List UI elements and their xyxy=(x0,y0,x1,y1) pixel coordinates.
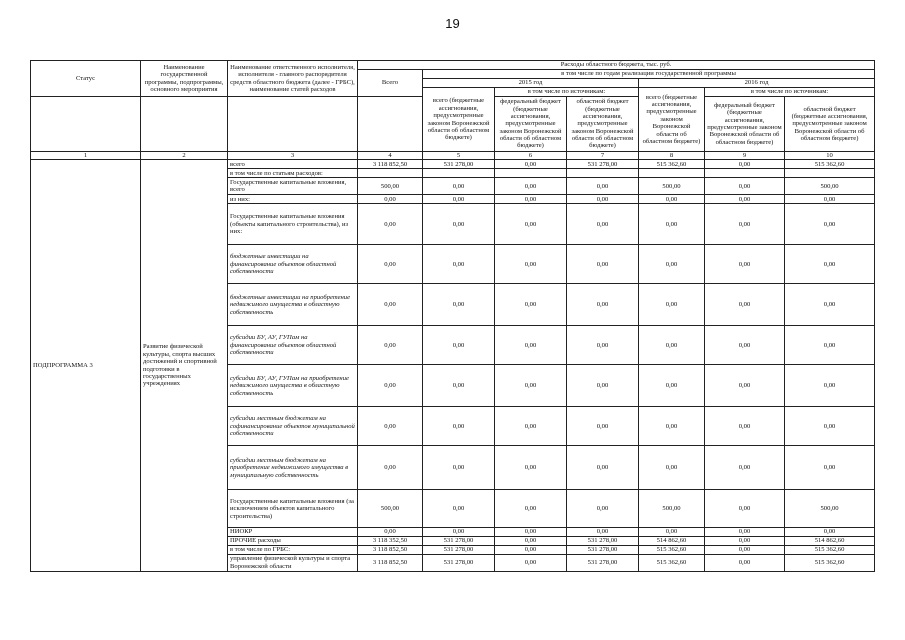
table-row xyxy=(31,160,875,169)
value-cell: 0,00 xyxy=(785,528,875,536)
value-cell: 515 362,60 xyxy=(639,160,705,169)
header-status: Статус xyxy=(31,61,141,97)
value-cell: 514 862,60 xyxy=(785,536,875,545)
value-cell: 0,00 xyxy=(495,446,567,490)
col-number: 8 xyxy=(639,152,705,160)
value-cell: 0,00 xyxy=(358,446,423,490)
value-cell: 0,00 xyxy=(495,536,567,545)
value-cell: 0,00 xyxy=(567,365,639,407)
value-cell: 0,00 xyxy=(423,204,495,245)
col-number: 7 xyxy=(567,152,639,160)
page-number: 19 xyxy=(445,16,460,31)
value-cell: 0,00 xyxy=(495,160,567,169)
value-cell: 0,00 xyxy=(639,284,705,326)
header-program-name: Наименование государственной программы, подпрограммы, основного мероприятия xyxy=(141,61,228,97)
value-cell: 0,00 xyxy=(567,326,639,365)
value-cell: 0,00 xyxy=(705,160,785,169)
value-cell xyxy=(705,169,785,178)
value-cell: 0,00 xyxy=(495,195,567,204)
budget-table xyxy=(30,60,875,572)
value-cell: 0,00 xyxy=(495,490,567,528)
value-cell: 0,00 xyxy=(567,490,639,528)
value-cell: 0,00 xyxy=(705,536,785,545)
value-cell: 0,00 xyxy=(705,178,785,195)
value-cell: 515 362,60 xyxy=(785,545,875,554)
header-total-cont xyxy=(358,97,423,152)
value-cell: 0,00 xyxy=(423,245,495,284)
value-cell: 531 278,00 xyxy=(423,545,495,554)
value-cell: 0,00 xyxy=(785,245,875,284)
value-cell: 0,00 xyxy=(423,490,495,528)
value-cell: 0,00 xyxy=(358,284,423,326)
value-cell: 500,00 xyxy=(785,490,875,528)
value-cell: 515 362,60 xyxy=(785,554,875,571)
row-label: субсидии местным бюджетам на приобретение недвижимого имущества в муниципальную собственность xyxy=(228,446,358,490)
value-cell: 0,00 xyxy=(705,204,785,245)
value-cell xyxy=(423,169,495,178)
value-cell: 0,00 xyxy=(567,245,639,284)
row-label: субсидии БУ, АУ, ГУПам на приобретение недвижимого имущества в областную собственность xyxy=(228,365,358,407)
row-label: всего xyxy=(228,160,358,169)
value-cell: 0,00 xyxy=(358,204,423,245)
row-label: в том числе по ГРБС: xyxy=(228,545,358,554)
value-cell: 515 362,60 xyxy=(639,554,705,571)
header-2015-regional: областной бюджет (бюджетные ассигнования, предусмотренные законом Воронежской области об областном бюджете) xyxy=(567,97,639,152)
value-cell: 0,00 xyxy=(495,178,567,195)
col-number: 3 xyxy=(228,152,358,160)
value-cell: 0,00 xyxy=(423,195,495,204)
value-cell: 0,00 xyxy=(567,528,639,536)
value-cell: 0,00 xyxy=(567,204,639,245)
header-2016-federal: федеральный бюджет (бюджетные ассигнования, предусмотренные законом Воронежской области об областном бюджете) xyxy=(705,97,785,152)
value-cell: 0,00 xyxy=(705,528,785,536)
value-cell: 3 118 852,50 xyxy=(358,554,423,571)
value-cell: 0,00 xyxy=(639,528,705,536)
value-cell: 0,00 xyxy=(639,407,705,446)
value-cell: 0,00 xyxy=(639,195,705,204)
value-cell: 0,00 xyxy=(639,365,705,407)
value-cell: 0,00 xyxy=(639,446,705,490)
value-cell: 0,00 xyxy=(639,326,705,365)
value-cell: 0,00 xyxy=(785,195,875,204)
value-cell: 0,00 xyxy=(785,407,875,446)
value-cell: 0,00 xyxy=(705,284,785,326)
value-cell: 0,00 xyxy=(567,284,639,326)
value-cell: 0,00 xyxy=(495,554,567,571)
row-label: субсидии местным бюджетам на софинансирование объектов муниципальной собственности xyxy=(228,407,358,446)
row-label: субсидии БУ, АУ, ГУПам на финансирование объектов областной собственности xyxy=(228,326,358,365)
value-cell: 0,00 xyxy=(705,326,785,365)
value-cell xyxy=(358,169,423,178)
header-expenses-title: Расходы областного бюджета, тыс. руб. xyxy=(358,61,875,70)
value-cell xyxy=(639,169,705,178)
header-total: Всего xyxy=(358,70,423,97)
row-label: в том числе по статьям расходов: xyxy=(228,169,358,178)
value-cell: 0,00 xyxy=(785,284,875,326)
value-cell: 500,00 xyxy=(785,178,875,195)
value-cell xyxy=(785,169,875,178)
header-executor-cont xyxy=(228,97,358,152)
col-number: 9 xyxy=(705,152,785,160)
row-label: Государственные капитальные вложения (за исключением объектов капитального строительства) xyxy=(228,490,358,528)
value-cell: 0,00 xyxy=(785,446,875,490)
value-cell: 3 118 352,50 xyxy=(358,536,423,545)
value-cell: 515 362,60 xyxy=(639,545,705,554)
value-cell: 0,00 xyxy=(358,195,423,204)
value-cell: 0,00 xyxy=(495,365,567,407)
value-cell xyxy=(567,169,639,178)
header-status-cont xyxy=(31,97,141,152)
value-cell: 0,00 xyxy=(423,284,495,326)
row-label: из них: xyxy=(228,195,358,204)
row-label: бюджетные инвестиции на приобретение недвижимого имущества в областную собственность xyxy=(228,284,358,326)
value-cell: 0,00 xyxy=(705,545,785,554)
value-cell: 0,00 xyxy=(705,245,785,284)
value-cell: 500,00 xyxy=(639,178,705,195)
value-cell: 0,00 xyxy=(567,446,639,490)
value-cell: 0,00 xyxy=(495,204,567,245)
header-2016-by-sources: в том числе по источникам: xyxy=(705,88,875,97)
subprogram-status: ПОДПРОГРАММА 3 xyxy=(31,160,141,571)
col-number: 4 xyxy=(358,152,423,160)
value-cell: 0,00 xyxy=(567,195,639,204)
col-number: 6 xyxy=(495,152,567,160)
value-cell: 0,00 xyxy=(705,490,785,528)
header-by-years: в том числе по годам реализации государственной программы xyxy=(423,70,875,79)
value-cell: 0,00 xyxy=(423,528,495,536)
value-cell: 0,00 xyxy=(639,204,705,245)
value-cell: 531 278,00 xyxy=(423,160,495,169)
value-cell: 0,00 xyxy=(567,407,639,446)
value-cell: 0,00 xyxy=(358,407,423,446)
row-label: Государственные капитальные вложения, всего xyxy=(228,178,358,195)
value-cell: 0,00 xyxy=(358,365,423,407)
value-cell: 0,00 xyxy=(423,446,495,490)
value-cell: 531 278,00 xyxy=(567,554,639,571)
value-cell: 0,00 xyxy=(358,528,423,536)
value-cell: 0,00 xyxy=(785,365,875,407)
value-cell: 0,00 xyxy=(705,365,785,407)
value-cell: 0,00 xyxy=(423,407,495,446)
value-cell: 0,00 xyxy=(495,407,567,446)
row-label: НИОКР xyxy=(228,528,358,536)
row-label: Государственные капитальные вложения (объекты капитального строительства), из них: xyxy=(228,204,358,245)
value-cell: 3 118 852,50 xyxy=(358,160,423,169)
value-cell: 531 278,00 xyxy=(423,536,495,545)
header-2016-regional: областной бюджет (бюджетные ассигнования, предусмотренные законом Воронежской области об областном бюджете) xyxy=(785,97,875,152)
value-cell: 0,00 xyxy=(495,284,567,326)
value-cell: 0,00 xyxy=(785,326,875,365)
header-2015-by-sources: в том числе по источникам: xyxy=(495,88,639,97)
value-cell: 515 362,60 xyxy=(785,160,875,169)
col-number: 5 xyxy=(423,152,495,160)
value-cell: 0,00 xyxy=(639,245,705,284)
value-cell: 0,00 xyxy=(423,178,495,195)
value-cell: 500,00 xyxy=(358,178,423,195)
value-cell: 0,00 xyxy=(495,245,567,284)
header-2015-federal: федеральный бюджет (бюджетные ассигнования, предусмотренные законом Воронежской области об областном бюджете) xyxy=(495,97,567,152)
value-cell: 0,00 xyxy=(358,245,423,284)
value-cell: 0,00 xyxy=(705,407,785,446)
value-cell xyxy=(495,169,567,178)
value-cell: 0,00 xyxy=(705,446,785,490)
value-cell: 531 278,00 xyxy=(567,545,639,554)
value-cell: 514 862,60 xyxy=(639,536,705,545)
col-number: 10 xyxy=(785,152,875,160)
value-cell: 531 278,00 xyxy=(567,160,639,169)
header-executor: Наименование ответственного исполнителя, исполнителя - главного распорядителя средств областного бюджета (далее - ГРБС), наименование статей расходов xyxy=(228,61,358,97)
value-cell: 0,00 xyxy=(495,326,567,365)
row-label: бюджетные инвестиции на финансирование объектов областной собственности xyxy=(228,245,358,284)
row-label: управление физической культуры и спорта Воронежской области xyxy=(228,554,358,571)
value-cell: 0,00 xyxy=(567,178,639,195)
header-program-cont xyxy=(141,97,228,152)
value-cell: 0,00 xyxy=(423,365,495,407)
value-cell: 0,00 xyxy=(705,554,785,571)
value-cell: 0,00 xyxy=(423,326,495,365)
value-cell: 531 278,00 xyxy=(423,554,495,571)
value-cell: 0,00 xyxy=(705,195,785,204)
value-cell: 500,00 xyxy=(358,490,423,528)
value-cell: 0,00 xyxy=(785,204,875,245)
subprogram-name: Развитие физической культуры, спорта высших достижений и спортивной подготовки в государственных учреждениях xyxy=(141,160,228,571)
row-label: ПРОЧИЕ расходы xyxy=(228,536,358,545)
header-2015-total-budget: всего (бюджетные ассигнования, предусмотренные законом Воронежской области об областном бюджете) xyxy=(423,88,495,152)
col-number: 2 xyxy=(141,152,228,160)
col-number: 1 xyxy=(31,152,141,160)
value-cell: 500,00 xyxy=(639,490,705,528)
value-cell: 3 118 852,50 xyxy=(358,545,423,554)
header-year-2015: 2015 год xyxy=(423,79,639,88)
value-cell: 531 278,00 xyxy=(567,536,639,545)
value-cell: 0,00 xyxy=(495,545,567,554)
header-year-2016: 2016 год xyxy=(639,79,875,88)
header-2016-total-budget: всего (бюджетные ассигнования, предусмотренные законом Воронежской области об областном бюджете) xyxy=(639,88,705,152)
value-cell: 0,00 xyxy=(495,528,567,536)
value-cell: 0,00 xyxy=(358,326,423,365)
